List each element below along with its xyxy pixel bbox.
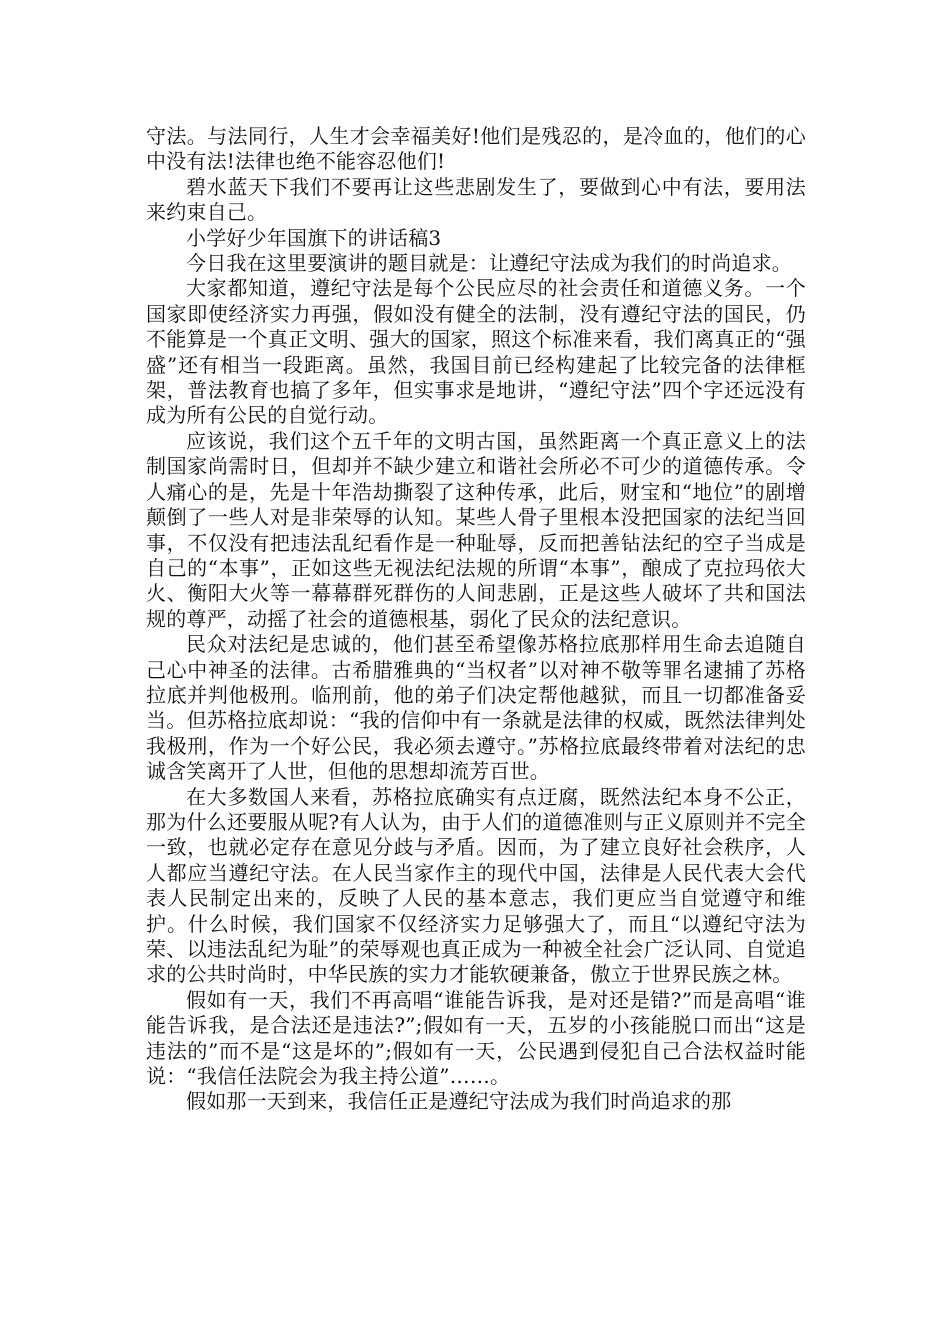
paragraph: 应该说，我们这个五千年的文明古国，虽然距离一个真正意义上的法制国家尚需时日，但却并不缺少建立和谐社会所必不可少的道德传承。令人痛心的是，先是十年浩劫撕裂了这种传承，此后，财宝和“地位”的剧增颠倒了一些人对是非荣辱的认知。某些人骨子里根本没把国家的法纪当回事，不仅没有把违法乱纪看作是一种耻辱，反而把善钻法纪的空子当成是自己的“本事”，正如这些无视法纪法规的所谓“本事”，酿成了克拉玛依大火、衡阳大火等一幕幕群死群伤的人间悲剧，正是这些人破坏了共和国法规的尊严，动摇了社会的道德根基，弱化了民众的法纪意识。 xyxy=(146,428,806,631)
paragraph: 假如那一天到来，我信任正是遵纪守法成为我们时尚追求的那 xyxy=(186,1089,732,1114)
section-heading: 小学好少年国旗下的讲话稿3 xyxy=(186,225,442,250)
paragraph: 大家都知道，遵纪守法是每个公民应尽的社会责任和道德义务。一个国家即使经济实力再强，假如没有健全的法制，没有遵纪守法的国民，仍不能算是一个真正文明、强大的国家，照这个标准来看，我们离真正的“强盛”还有相当一段距离。虽然，我国目前已经构建起了比较完备的法律框架，普法教育也搞了多年，但实事求是地讲，“遵纪守法”四个字还远没有成为所有公民的自觉行动。 xyxy=(146,276,806,428)
document-body xyxy=(146,124,806,1115)
paragraph-continuation: 守法。与法同行，人生才会幸福美好!他们是残忍的，是冷血的，他们的心中没有法!法律也绝不能容忍他们! xyxy=(146,124,806,174)
paragraph: 假如有一天，我们不再高唱“谁能告诉我，是对还是错?”而是高唱“谁能告诉我，是合法还是违法?”;假如有一天，五岁的小孩能脱口而出“这是违法的”而不是“这是坏的”;假如有一天，公民遇到侵犯自己合法权益时能说：“我信任法院会为我主持公道”……。 xyxy=(146,987,806,1089)
paragraph: 在大多数国人来看，苏格拉底确实有点迂腐，既然法纪本身不公正，那为什么还要服从呢?有人认为，由于人们的道德准则与正义原则并不完全一致，也就必定存在意见分歧与矛盾。因而，为了建立良好社会秩序，人人都应当遵纪守法。在人民当家作主的现代中国，法律是人民代表大会代表人民制定出来的，反映了人民的基本意志，我们更应当自觉遵守和维护。什么时候，我们国家不仅经济实力足够强大了，而且“以遵纪守法为荣、以违法乱纪为耻”的荣辱观也真正成为一种被全社会广泛认同、自觉追求的公共时尚时，中华民族的实力才能软硬兼备，傲立于世界民族之林。 xyxy=(146,784,806,987)
paragraph: 民众对法纪是忠诚的，他们甚至希望像苏格拉底那样用生命去追随自己心中神圣的法律。古希腊雅典的“当权者”以对神不敬等罪名逮捕了苏格拉底并判他极刑。临刑前，他的弟子们决定帮他越狱，而且一切都准备妥当。但苏格拉底却说：“我的信仰中有一条就是法律的权威，既然法律判处我极刑，作为一个好公民，我必须去遵守。”苏格拉底最终带着对法纪的忠诚含笑离开了人世，但他的思想却流芳百世。 xyxy=(146,632,806,784)
paragraph: 碧水蓝天下我们不要再让这些悲剧发生了，要做到心中有法，要用法来约束自己。 xyxy=(146,174,806,225)
paragraph: 今日我在这里要演讲的题目就是：让遵纪守法成为我们的时尚追求。 xyxy=(186,251,792,276)
